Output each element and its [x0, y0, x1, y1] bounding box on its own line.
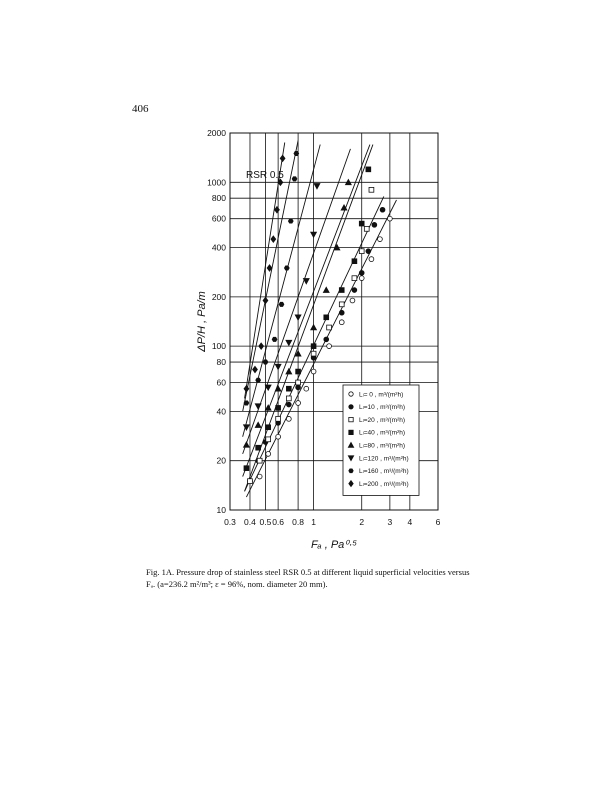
caption-line-2: Fₐ. (a=236.2 m²/m³; ε = 96%, nom. diameter 20 mm).: [146, 579, 328, 589]
data-point: [263, 360, 268, 364]
data-point: [369, 257, 374, 262]
legend-box: [343, 385, 419, 495]
legend-marker: [349, 405, 353, 409]
data-point: [280, 155, 285, 161]
y-axis-title: ΔP/H , Pa/m: [196, 291, 208, 352]
data-point: [286, 416, 291, 421]
data-point: [311, 232, 317, 237]
x-tick-label: 0.4: [244, 517, 256, 527]
data-point: [276, 434, 281, 439]
data-point: [303, 279, 309, 284]
legend-marker: [349, 430, 353, 434]
data-point: [244, 401, 249, 405]
x-tick-label: 0.3: [224, 517, 236, 527]
chart-title: RSR 0.5: [246, 170, 284, 181]
data-point: [248, 479, 253, 484]
y-tick-label: 600: [211, 213, 226, 224]
data-point: [314, 184, 320, 189]
data-point: [352, 288, 357, 293]
data-point: [304, 386, 309, 391]
data-point: [311, 344, 316, 349]
legend-label: Lₗ=20 , m³/(m²h): [359, 416, 406, 424]
y-tick-label: 40: [216, 406, 226, 417]
y-tick-label: 10: [216, 505, 226, 515]
data-point: [339, 288, 344, 293]
x-tick-label: 0.6: [272, 517, 285, 527]
data-point: [366, 249, 371, 254]
x-tick-label: 0.5: [259, 517, 272, 527]
data-point: [279, 302, 284, 306]
data-point: [352, 259, 357, 264]
data-point: [286, 396, 291, 401]
legend-marker: [349, 417, 353, 421]
data-point: [296, 401, 301, 406]
data-point: [275, 364, 281, 369]
data-point: [272, 337, 277, 341]
data-point: [352, 276, 357, 281]
x-tick-label: 2: [359, 517, 365, 527]
data-point: [296, 369, 301, 374]
data-point: [276, 405, 281, 410]
y-tick-label: 2000: [207, 128, 226, 138]
x-tick-label: 1: [311, 517, 316, 527]
legend-label: Lₗ=120 , m³/(m²h): [359, 455, 409, 463]
x-tick-label: 6: [435, 517, 441, 527]
legend-label: Lₗ=80 , m³/(m²h): [359, 442, 406, 450]
data-point: [244, 466, 249, 471]
figure-caption: [146, 566, 486, 590]
data-point: [369, 187, 374, 192]
y-tick-label: 800: [211, 193, 226, 204]
data-point: [327, 325, 332, 330]
y-tick-label: 60: [216, 377, 226, 388]
data-point: [257, 474, 262, 479]
data-point: [294, 151, 299, 155]
data-point: [359, 249, 364, 254]
data-point: [364, 226, 369, 231]
y-tick-label: 400: [211, 242, 226, 253]
data-point: [296, 380, 301, 385]
data-point: [276, 416, 281, 421]
data-point: [327, 344, 332, 349]
data-point: [359, 276, 364, 281]
data-point: [366, 167, 371, 172]
data-point: [292, 177, 297, 181]
legend-label: Lₗ=40 , m³/(m²h): [359, 429, 406, 437]
data-point: [311, 369, 316, 374]
data-point: [266, 437, 271, 442]
y-tick-label: 20: [216, 455, 226, 466]
x-tick-label: 3: [387, 517, 393, 527]
legend-label: Lₗ=200 , m³/(m²h): [359, 480, 409, 488]
data-point: [378, 237, 383, 242]
x-axis-title: Fₐ , Pa⁰·⁵: [311, 539, 357, 551]
y-tick-label: 100: [211, 341, 226, 352]
data-point: [266, 451, 271, 456]
data-point: [257, 458, 262, 463]
data-point: [323, 287, 329, 292]
data-point: [253, 366, 258, 372]
y-tick-label: 1000: [207, 177, 226, 188]
legend-label: Lₗ=10 , m³/(m²h): [359, 404, 406, 412]
data-point: [255, 422, 261, 427]
data-point: [311, 351, 316, 356]
data-point: [286, 386, 291, 391]
data-point: [350, 298, 355, 303]
data-point: [288, 219, 293, 223]
page-number: 406: [132, 103, 149, 115]
x-tick-label: 0.8: [292, 517, 305, 527]
data-point: [339, 310, 344, 315]
data-point: [244, 442, 250, 447]
data-point: [284, 266, 289, 270]
data-point: [339, 320, 344, 325]
data-point: [266, 425, 271, 430]
data-point: [324, 315, 329, 320]
data-point: [256, 445, 261, 450]
data-point: [296, 385, 301, 390]
data-point: [286, 369, 292, 374]
data-point: [286, 402, 291, 407]
data-point: [263, 297, 268, 303]
data-point: [295, 315, 301, 320]
data-point: [271, 236, 276, 242]
caption-line-1: Fig. 1A. Pressure drop of stainless steel RSR 0.5 at different liquid superficial velocities versus: [146, 567, 470, 577]
x-tick-label: 4: [407, 517, 413, 527]
data-point: [380, 207, 385, 212]
data-point: [359, 270, 364, 275]
y-tick-label: 200: [211, 291, 226, 302]
data-point: [387, 216, 392, 221]
data-point: [324, 337, 329, 342]
data-point: [311, 325, 317, 330]
data-point: [275, 207, 280, 213]
data-point: [339, 302, 344, 307]
data-point: [359, 221, 364, 226]
data-point: [256, 378, 261, 382]
y-tick-label: 80: [216, 357, 226, 368]
legend-label: Lₗ= 0 , m³/(m²h): [359, 391, 404, 399]
legend-marker: [349, 469, 353, 473]
legend-label: Lₗ=160 , m³/(m²h): [359, 468, 409, 476]
data-point: [259, 343, 264, 349]
legend-marker: [349, 392, 353, 396]
legend: [343, 385, 419, 495]
data-point: [286, 340, 292, 345]
data-point: [372, 222, 377, 227]
data-point: [255, 404, 261, 409]
